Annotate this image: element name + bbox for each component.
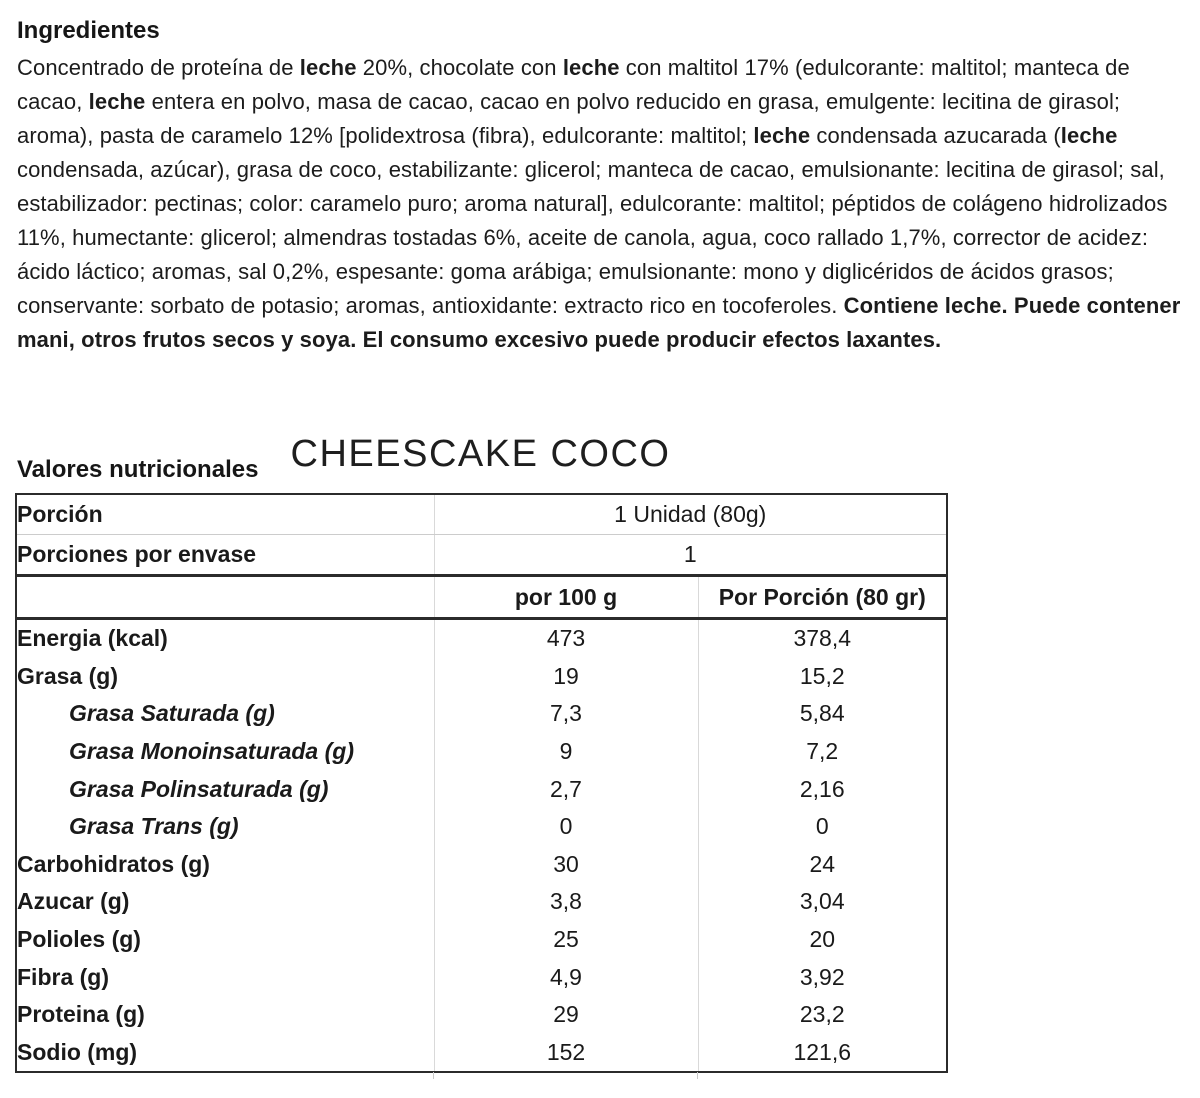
nutrient-label: Azucar (g) [17, 888, 130, 915]
ingredient-emphasis-run: leche [1060, 123, 1118, 148]
nutrient-value-per-100g: 30 [434, 846, 698, 884]
nutrient-value-per-100g: 0 [434, 808, 698, 846]
column-header-row [16, 576, 947, 619]
nutrient-label: Grasa Saturada (g) [69, 700, 275, 727]
ingredient-text-run: con maltitol 17% (edulcorante: maltitol; manteca de cacao, [17, 55, 1130, 114]
ingredient-text-run: Concentrado de proteína de [17, 55, 300, 80]
nutrient-row [16, 996, 947, 1034]
nutrient-value-per-portion: 20 [698, 921, 947, 959]
ingredient-emphasis-run: leche [562, 55, 620, 80]
ingredient-text-run: condensada, azúcar), grasa de coco, estabilizante: glicerol; manteca de cacao, emulsionante: lecitina de girasol; sal, estabilizador: pectinas; color: caramelo puro; aroma natural], edulcorante: maltitol; péptidos de colágeno hidrolizados 11%, humectante: glicerol; almendras tostadas 6%, aceite de canola, agua, coco rallado 1,7%, corrector de acidez: ácido láctico; aromas, sal 0,2%, espesante: goma arábiga; emulsionante: mono y diglicéridos de ácidos grasos; conservante: sorbato de potasio; aromas, antioxidante: extracto rico en tocoferoles. [17, 157, 1168, 318]
nutrient-value-per-portion: 3,92 [698, 958, 947, 996]
nutrient-label: Energia (kcal) [17, 625, 168, 652]
nutrient-label: Grasa Trans (g) [69, 813, 239, 840]
nutrient-value-per-100g: 19 [434, 658, 698, 696]
nutrient-value-per-portion: 5,84 [698, 695, 947, 733]
nutrient-value-per-portion: 378,4 [698, 619, 947, 658]
nutrient-value-per-100g: 2,7 [434, 770, 698, 808]
serving-row-label: Porciones por envase [16, 535, 434, 576]
nutrient-value-per-portion: 3,04 [698, 883, 947, 921]
ingredient-emphasis-run: leche [88, 89, 146, 114]
nutrient-row [16, 658, 947, 696]
nutrient-row [16, 846, 947, 884]
serving-rows-group [16, 494, 947, 576]
nutrient-value-per-100g: 7,3 [434, 695, 698, 733]
nutrient-row [16, 883, 947, 921]
nutrient-value-per-portion: 0 [698, 808, 947, 846]
nutrient-row [16, 695, 947, 733]
nutrient-row [16, 770, 947, 808]
ingredients-text [17, 51, 1189, 357]
serving-info-row [16, 535, 947, 576]
nutrient-row [16, 808, 947, 846]
nutrient-value-per-portion: 7,2 [698, 733, 947, 771]
nutrient-value-per-100g: 473 [434, 619, 698, 658]
nutrient-value-per-100g: 29 [434, 996, 698, 1034]
column-header-empty [16, 576, 434, 619]
gridline-stub [697, 1072, 698, 1079]
gridline-stub [433, 1072, 434, 1079]
nutrient-rows-group [16, 619, 947, 1073]
ingredient-emphasis-run: leche [299, 55, 357, 80]
nutrient-row [16, 1034, 947, 1073]
nutrient-row [16, 921, 947, 959]
serving-info-row [16, 494, 947, 535]
nutrient-value-per-portion: 24 [698, 846, 947, 884]
nutrient-value-per-100g: 152 [434, 1034, 698, 1073]
ingredient-text-run: entera en polvo, masa de cacao, cacao en polvo reducido en grasa, emulgente: lecitina de girasol; aroma), pasta de caramelo 12% [polidextrosa (fibra), edulcorante: maltitol; [17, 89, 1121, 148]
column-header-group [16, 576, 947, 619]
serving-row-value: 1 Unidad (80g) [434, 494, 947, 535]
nutrition-table-caption: Valores nutricionales [17, 456, 259, 483]
nutrient-value-per-portion: 15,2 [698, 658, 947, 696]
ingredient-text-run: condensada azucarada ( [810, 123, 1061, 148]
ingredients-heading: Ingredientes [17, 17, 160, 44]
nutrient-label: Grasa (g) [17, 662, 118, 689]
ingredient-emphasis-run: Contiene leche. Puede contener mani, otros frutos secos y soya. El consumo excesivo puede producir efectos laxantes. [17, 293, 1181, 352]
serving-row-label: Porción [16, 494, 434, 535]
nutrient-row [16, 733, 947, 771]
nutrient-row [16, 958, 947, 996]
nutrient-label: Fibra (g) [17, 963, 109, 990]
nutrient-value-per-100g: 4,9 [434, 958, 698, 996]
nutrient-label: Grasa Monoinsaturada (g) [69, 738, 354, 765]
ingredient-emphasis-run: leche [753, 123, 811, 148]
nutrient-value-per-100g: 9 [434, 733, 698, 771]
nutrient-row [16, 619, 947, 658]
nutrient-value-per-100g: 3,8 [434, 883, 698, 921]
nutrient-value-per-portion: 23,2 [698, 996, 947, 1034]
nutrient-value-per-100g: 25 [434, 921, 698, 959]
ingredient-text-run: 20%, chocolate con [356, 55, 563, 80]
nutrient-label: Carbohidratos (g) [17, 850, 210, 877]
nutrient-value-per-portion: 121,6 [698, 1034, 947, 1073]
nutrient-label: Polioles (g) [17, 926, 141, 953]
column-header-per-100g: por 100 g [434, 576, 698, 619]
nutrient-label: Sodio (mg) [17, 1038, 138, 1065]
column-header-per-portion: Por Porción (80 gr) [698, 576, 947, 619]
serving-row-value: 1 [434, 535, 947, 576]
nutrient-value-per-portion: 2,16 [698, 770, 947, 808]
product-title: CHEESCAKE COCO [290, 433, 671, 475]
ingredients-section [17, 13, 1189, 357]
nutrient-label: Grasa Polinsaturada (g) [69, 775, 329, 802]
nutrition-table [15, 493, 948, 1073]
nutrient-label: Proteina (g) [17, 1001, 145, 1028]
